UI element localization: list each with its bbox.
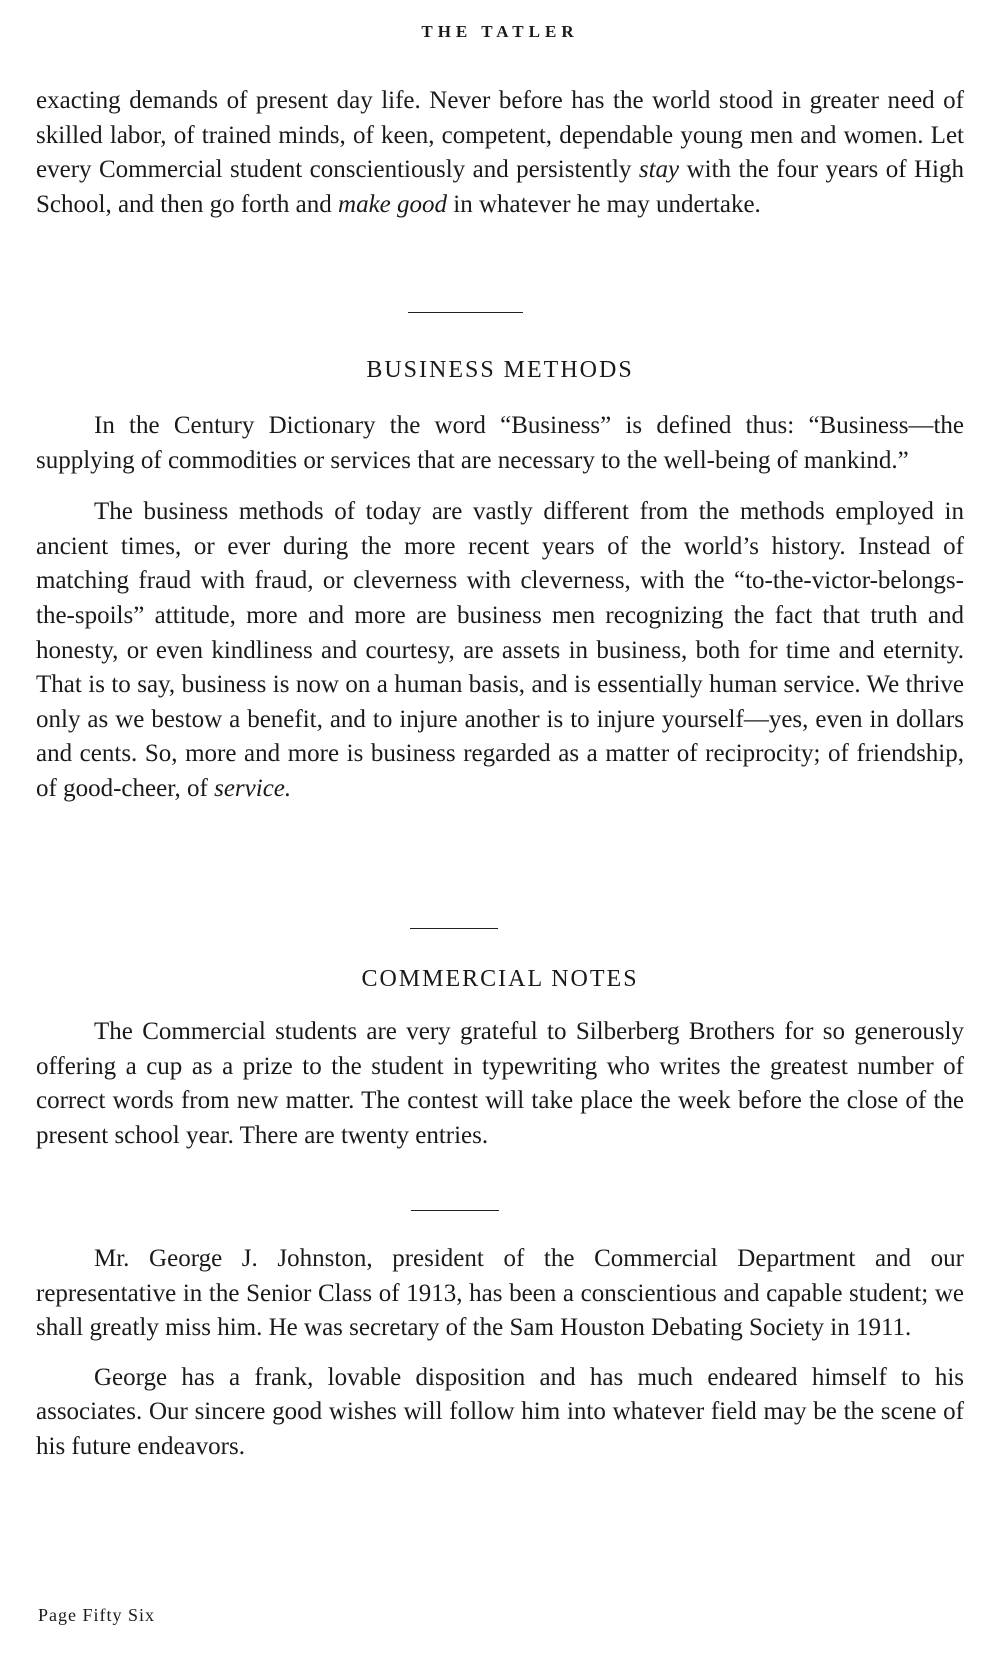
business-methods-paragraph-1: In the Century Dictionary the word “Business” is defined thus: “Business—the supplying of commodities or services that are necessary to the well-being of mankind.” bbox=[36, 412, 964, 474]
commercial-notes-heading: COMMERCIAL NOTES bbox=[361, 966, 639, 992]
intro-emphasis-stay: stay bbox=[638, 156, 680, 184]
commercial-notes-paragraph-1: The Commercial students are very grateful to Silberberg Brothers for so generously offering a cup as a prize to the student in typewriting who writes the greatest number of correct words from new matter. The contest will take place the week before the close of the present school year. There are twenty entries. bbox=[36, 1018, 964, 1149]
business-methods-heading: BUSINESS METHODS bbox=[366, 357, 634, 383]
running-head: THE TATLER bbox=[421, 22, 579, 41]
intro-text-2: with the four years of High School, and then go forth and bbox=[36, 156, 964, 218]
section-divider-3 bbox=[411, 1210, 499, 1211]
intro-paragraph bbox=[36, 84, 964, 222]
page-number: Page Fifty Six bbox=[38, 1605, 156, 1625]
section-divider-2 bbox=[410, 928, 498, 929]
commercial-notes-paragraph-2: Mr. George J. Johnston, president of the Commercial Department and our representative in the Senior Class of 1913, has been a conscientious and capable student; we shall greatly miss him. He was secretary of the Sam Houston Debating Society in 1911. bbox=[36, 1245, 964, 1342]
commercial-notes-block-2 bbox=[36, 1242, 964, 1465]
intro-emphasis-make-good: make good bbox=[338, 190, 448, 218]
business-methods-paragraph-2 bbox=[36, 495, 964, 806]
intro-text-3: in whatever he may undertake. bbox=[447, 190, 761, 218]
section-divider-1 bbox=[408, 312, 523, 313]
commercial-notes-paragraph-3: George has a frank, lovable disposition and has much endeared himself to his associates. Our sincere good wishes will follow him into whatever field may be the scene of his future endeavors. bbox=[36, 1363, 964, 1460]
intro-text-1: exacting demands of present day life. Never before has the world stood in greater need of skilled labor, of trained minds, of keen, competent, dependable young men and women. Let every Commercial student conscientiously and persistently bbox=[36, 87, 964, 184]
intro-block bbox=[36, 84, 964, 222]
business-methods-emphasis-service: service. bbox=[214, 774, 292, 802]
business-methods-block bbox=[36, 409, 964, 807]
commercial-notes-block-1 bbox=[36, 1015, 964, 1153]
business-methods-paragraph-2-text: The business methods of today are vastly different from the methods employed in ancient times, or ever during the more recent years of the world’s history. Instead of matching fraud with fraud, or cleverness with cleverness, with the “to-the-victor-belongs-the-spoils” attitude, more and more are business men recognizing the fact that truth and honesty, or even kindliness and courtesy, are assets in business, both for time and eternity. That is to say, business is now on a human basis, and is essentially human service. We thrive only as we bestow a benefit, and to injure another is to injure yourself—yes, even in dollars and cents. So, more and more is business regarded as a matter of reciprocity; of friendship, of good-cheer, of bbox=[36, 498, 964, 802]
